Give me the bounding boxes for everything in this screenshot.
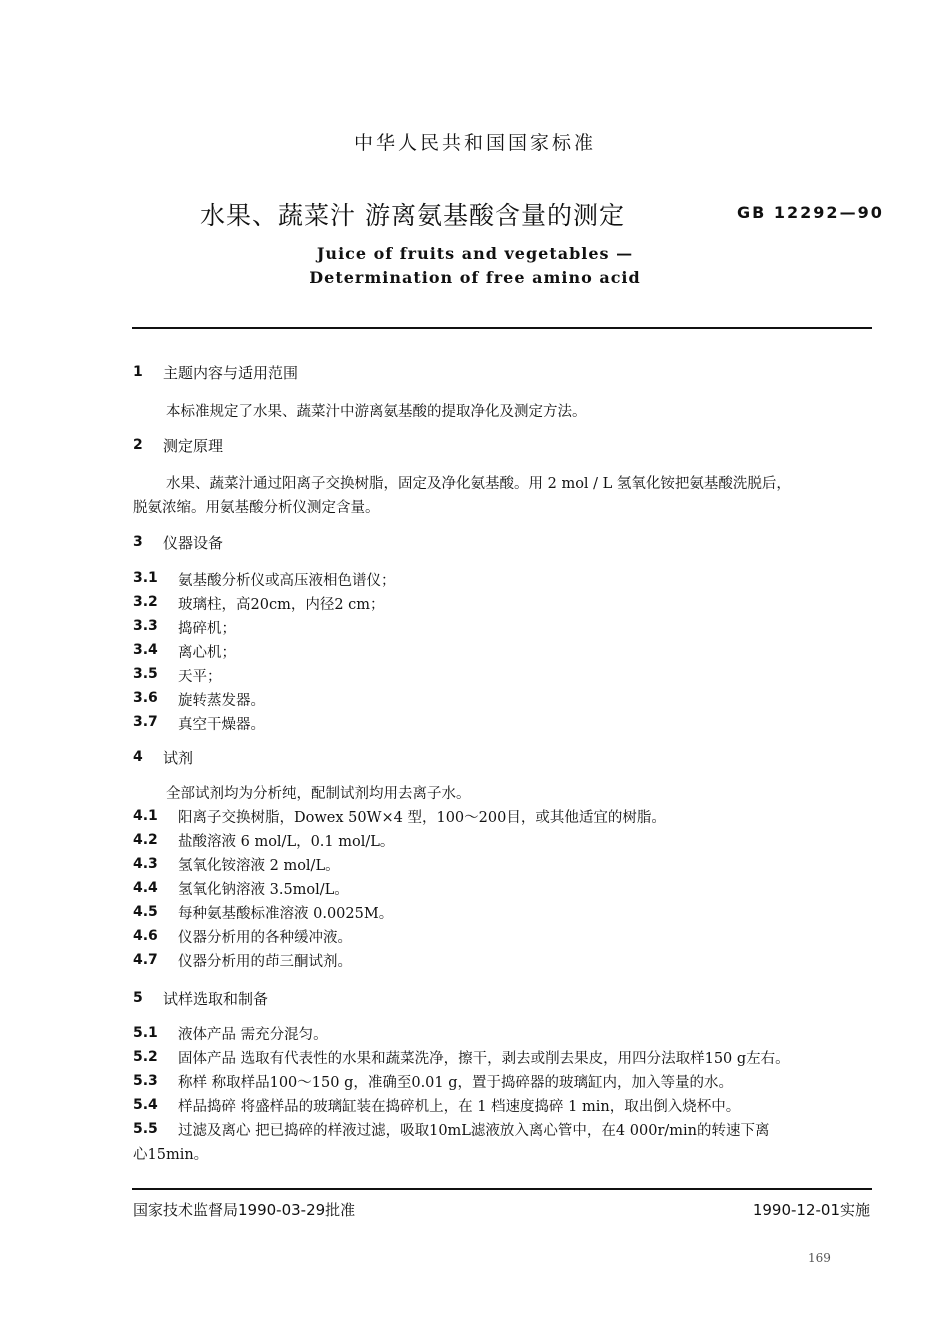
item-text: 氢氧化铵溶液 2 mol/L。 bbox=[178, 858, 340, 874]
item-number: 3.1 bbox=[133, 570, 158, 586]
item-number: 5.5 bbox=[133, 1121, 158, 1137]
item-text: 氨基酸分析仪或高压液相色谱仪； bbox=[178, 573, 396, 589]
header-divider bbox=[132, 327, 872, 329]
item-text: 过滤及离心 把已捣碎的样液过滤，吸取10mL滤液放入离心管中，在4 000r/min的转速下离 bbox=[178, 1123, 770, 1139]
item-text: 称样 称取样品100～150 g，准确至0.01 g，置于捣碎器的玻璃缸内，加入等量的水。 bbox=[178, 1075, 734, 1091]
item-text: 仪器分析用的茚三酮试剂。 bbox=[178, 954, 352, 970]
item-number: 3.6 bbox=[133, 690, 158, 706]
section-paragraph: 水果、蔬菜汁通过阳离子交换树脂，固定及净化氨基酸。用 2 mol / L 氢氧化铵把氨基酸洗脱后， bbox=[166, 476, 791, 492]
item-text: 真空干燥器。 bbox=[178, 717, 265, 733]
item-text: 每种氨基酸标准溶液 0.0025M。 bbox=[178, 906, 394, 922]
item-number: 3.7 bbox=[133, 714, 158, 730]
item-text: 样品捣碎 将盛样品的玻璃缸装在捣碎机上，在 1 档速度捣碎 1 min，取出倒入烧杯中。 bbox=[178, 1099, 741, 1115]
item-number: 3.5 bbox=[133, 666, 158, 682]
item-number: 4.7 bbox=[133, 952, 158, 968]
document-title-cn: 水果、蔬菜汁 游离氨基酸含量的测定 bbox=[200, 201, 625, 230]
item-number: 4.5 bbox=[133, 904, 158, 920]
section-title: 试剂 bbox=[163, 749, 194, 767]
section-paragraph: 全部试剂均为分析纯，配制试剂均用去离子水。 bbox=[166, 786, 471, 802]
section-number: 2 bbox=[133, 437, 143, 453]
item-text-cont: 心15min。 bbox=[133, 1147, 209, 1163]
section-title: 测定原理 bbox=[163, 437, 224, 455]
approval-date: 国家技术监督局1990-03-29批准 bbox=[133, 1201, 356, 1219]
footer-divider bbox=[132, 1188, 872, 1190]
national-standard-heading: 中华人民共和国国家标准 bbox=[353, 132, 596, 154]
item-text: 阳离子交换树脂，Dowex 50W×4 型，100～200目，或其他适宜的树脂。 bbox=[178, 810, 666, 826]
section-number: 4 bbox=[133, 749, 143, 765]
item-text: 仪器分析用的各种缓冲液。 bbox=[178, 930, 352, 946]
item-text: 液体产品 需充分混匀。 bbox=[178, 1027, 328, 1043]
item-text: 固体产品 选取有代表性的水果和蔬菜洗净，擦干，剥去或削去果皮，用四分法取样150 g左右。 bbox=[178, 1051, 790, 1067]
item-number: 5.1 bbox=[133, 1025, 158, 1041]
item-number: 4.2 bbox=[133, 832, 158, 848]
item-number: 4.4 bbox=[133, 880, 158, 896]
section-title: 仪器设备 bbox=[163, 534, 224, 552]
implementation-date: 1990-12-01实施 bbox=[752, 1201, 870, 1219]
item-text: 捣碎机； bbox=[178, 621, 236, 637]
item-number: 3.2 bbox=[133, 594, 158, 610]
item-text: 旋转蒸发器。 bbox=[178, 693, 265, 709]
standard-code: GB 12292—90 bbox=[737, 203, 884, 222]
item-number: 3.4 bbox=[133, 642, 158, 658]
item-number: 5.2 bbox=[133, 1049, 158, 1065]
section-paragraph: 本标准规定了水果、蔬菜汁中游离氨基酸的提取净化及测定方法。 bbox=[166, 404, 587, 420]
section-number: 3 bbox=[133, 534, 143, 550]
document-title-en-line2: Determination of free amino acid bbox=[309, 268, 641, 287]
section-number: 5 bbox=[133, 990, 143, 1006]
section-paragraph-cont: 脱氨浓缩。用氨基酸分析仪测定含量。 bbox=[133, 500, 380, 516]
item-number: 5.4 bbox=[133, 1097, 158, 1113]
section-number: 1 bbox=[133, 364, 143, 380]
item-number: 4.1 bbox=[133, 808, 158, 824]
item-number: 4.6 bbox=[133, 928, 158, 944]
section-title: 主题内容与适用范围 bbox=[163, 364, 299, 382]
item-text: 离心机； bbox=[178, 645, 236, 661]
document-title-en-line1: Juice of fruits and vegetables — bbox=[316, 244, 634, 263]
item-text: 盐酸溶液 6 mol/L，0.1 mol/L。 bbox=[178, 834, 395, 850]
item-number: 3.3 bbox=[133, 618, 158, 634]
item-text: 玻璃柱，高20cm，内径2 cm； bbox=[178, 597, 385, 613]
item-text: 天平； bbox=[178, 669, 222, 685]
item-text: 氢氧化钠溶液 3.5mol/L。 bbox=[178, 882, 349, 898]
page-number: 169 bbox=[808, 1251, 831, 1265]
item-number: 5.3 bbox=[133, 1073, 158, 1089]
section-title: 试样选取和制备 bbox=[163, 990, 269, 1008]
item-number: 4.3 bbox=[133, 856, 158, 872]
